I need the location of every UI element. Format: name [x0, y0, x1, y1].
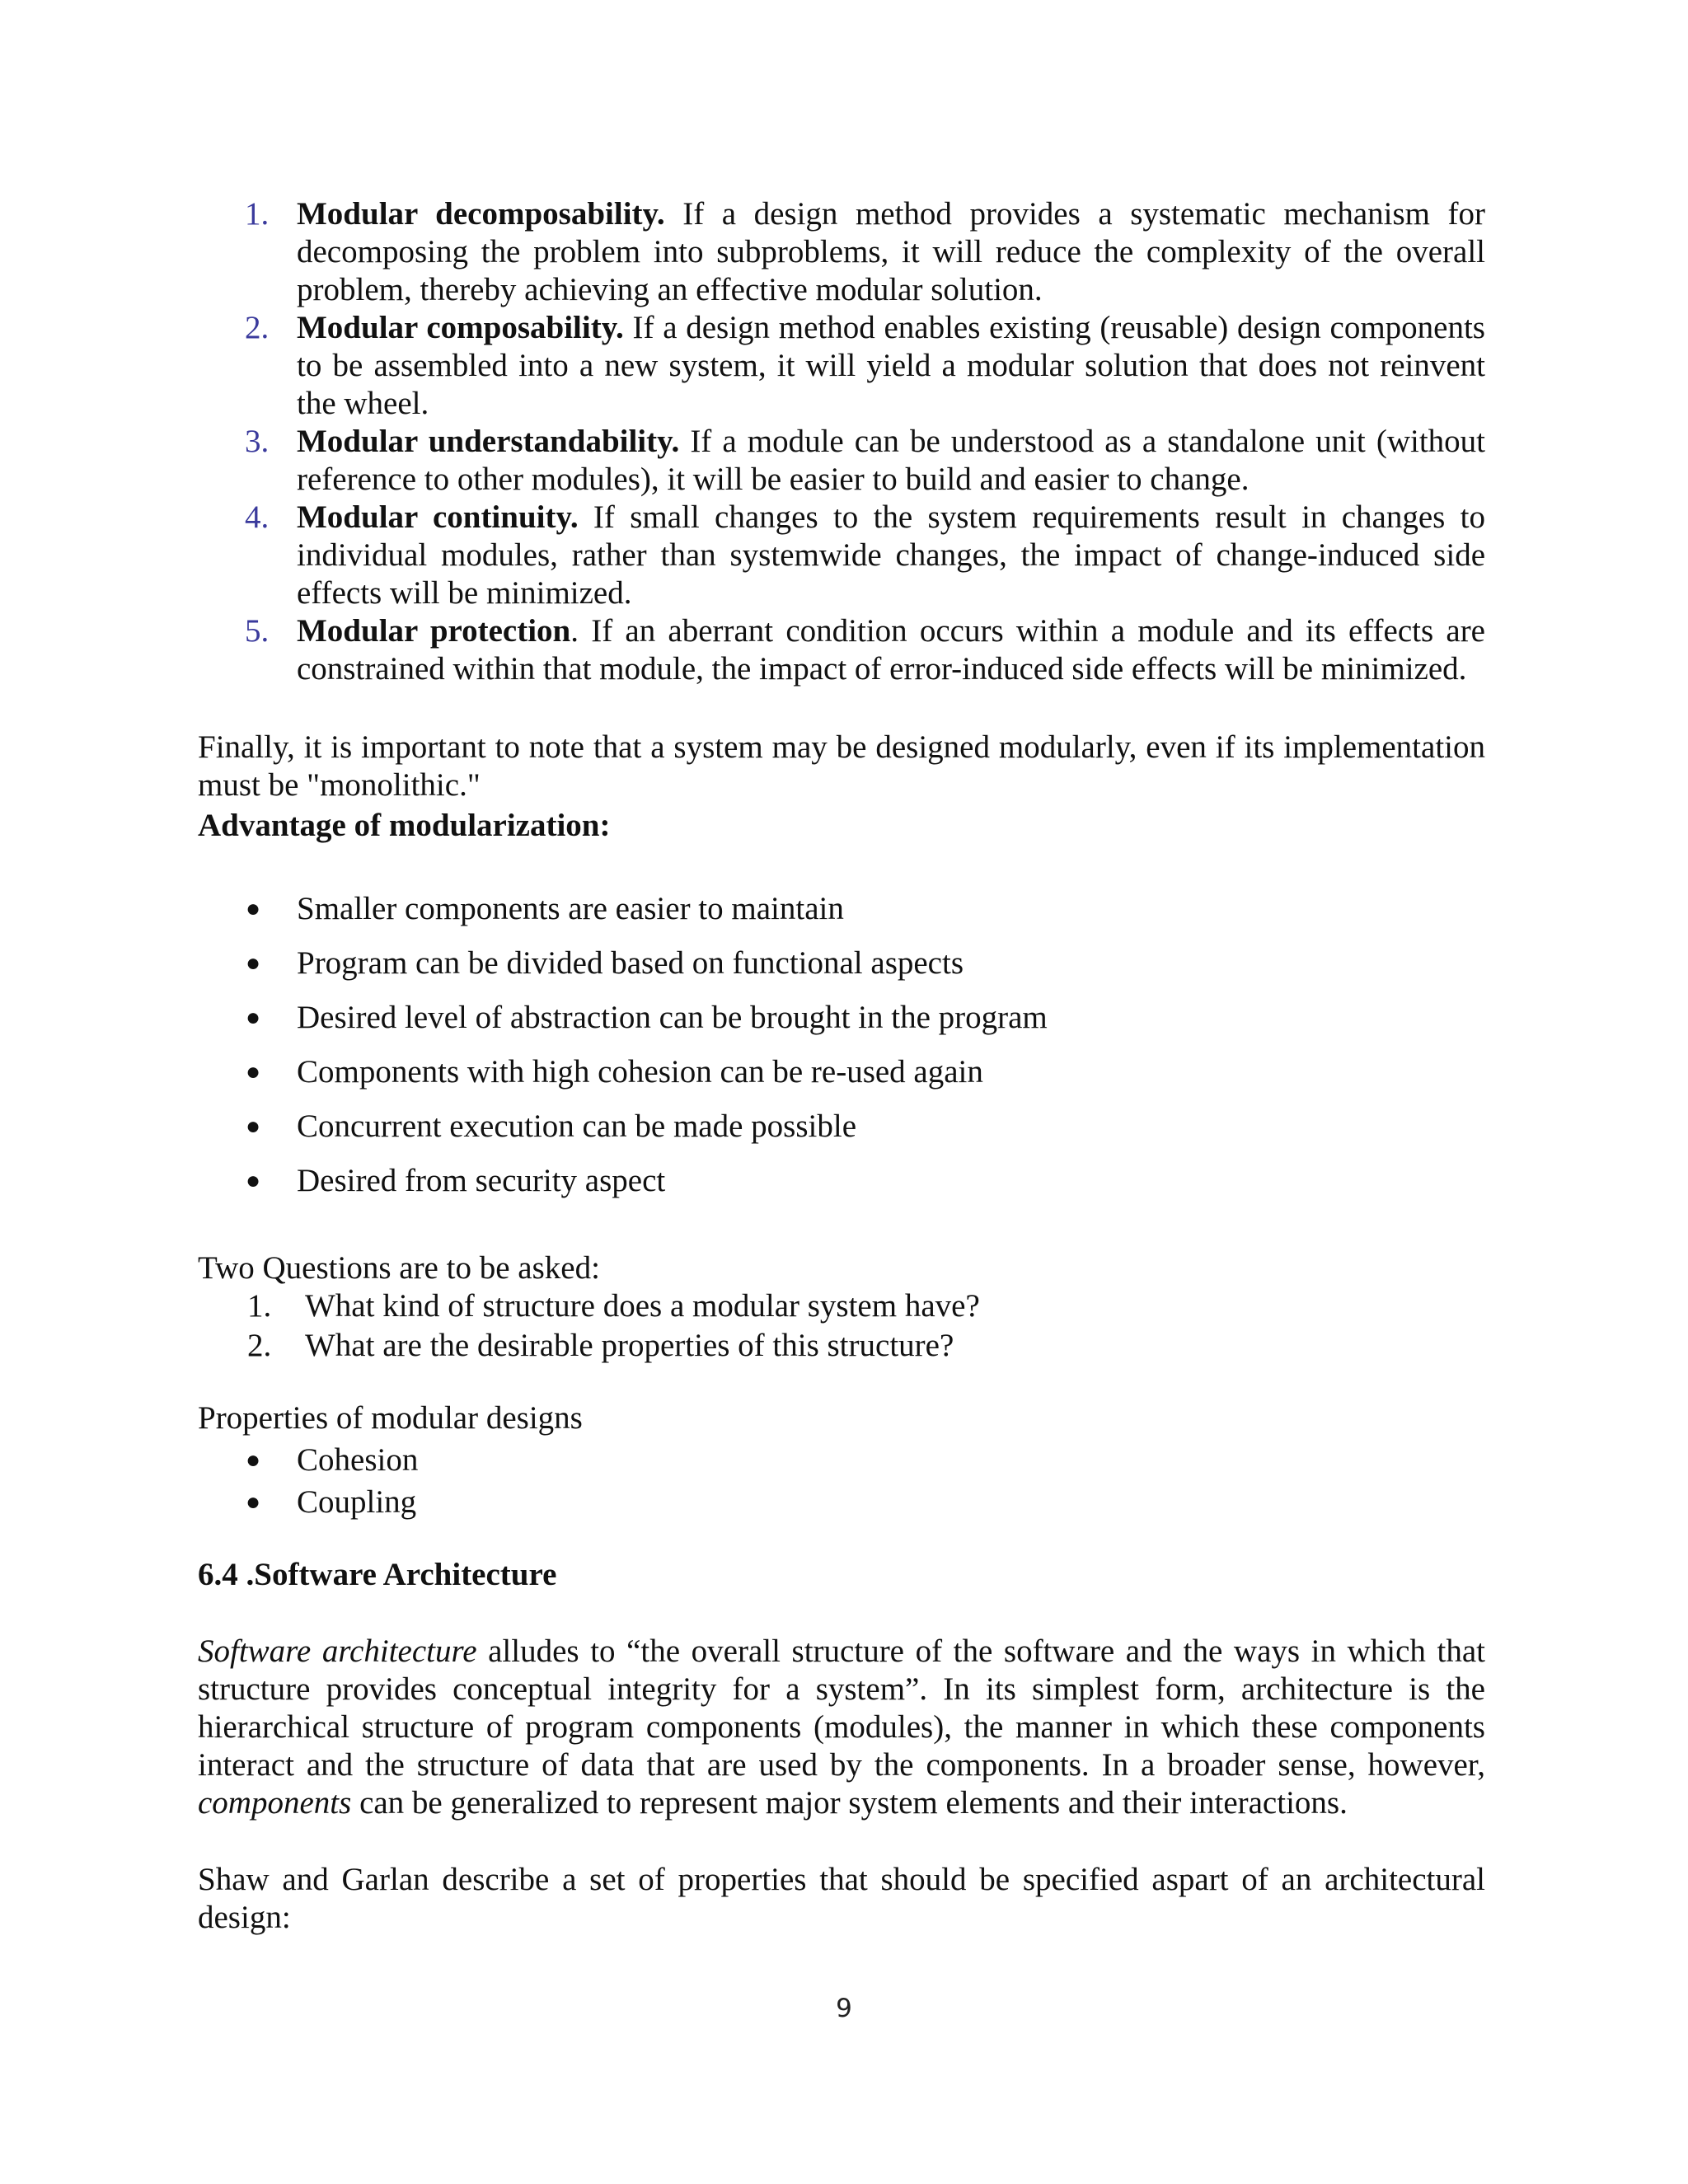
list-number: 2.: [245, 310, 270, 345]
list-item-body: If a design method enables existing (reusable) design components to be assembled into a new system, it will yield a modular solution that does not reinvent the wheel.: [297, 310, 1485, 421]
list-item: [198, 1327, 1485, 1366]
list-item-title: Modular decomposability.: [297, 196, 665, 232]
list-item-body: If a design method provides a systematic mechanism for decomposing the problem into subproblems, it will reduce the complexity of the overall problem, thereby achieving an effective modular solution.: [297, 196, 1486, 307]
questions-list: [198, 1287, 1485, 1366]
list-item-body: If a module can be understood as a standalone unit (without reference to other modules), it will be easier to build and easier to change.: [297, 424, 1485, 497]
list-item: [0, 195, 1688, 309]
list-item-title: Modular composability.: [297, 310, 624, 345]
list-item: [198, 1162, 1485, 1216]
paragraph-text: alludes to “the overall structure of the software and the ways in which that structure provides conceptual integrity for a system”. In its simplest form, architecture is the hierarchical structure of program components (modules), the manner in which these components interact and the structure of data that are used by the components. In a broader sense, however,: [198, 1633, 1485, 1783]
bullet-icon: ●: [246, 1446, 261, 1474]
properties-list: [198, 1441, 1485, 1526]
list-item-text: Cohesion: [297, 1442, 419, 1478]
list-item-text: Components with high cohesion can be re-used again: [297, 1054, 983, 1090]
list-item: [198, 1483, 1485, 1526]
list-item: [198, 1287, 1485, 1327]
list-item: [198, 944, 1485, 999]
list-number: 1.: [247, 1288, 272, 1324]
questions-intro: Two Questions are to be asked:: [198, 1250, 600, 1286]
bullet-icon: ●: [246, 1004, 261, 1031]
list-item-text: [297, 499, 1485, 612]
list-item: [0, 499, 1688, 612]
list-item: [0, 423, 1688, 499]
list-item: [0, 612, 1688, 688]
list-item-title: Modular continuity.: [297, 499, 579, 535]
bullet-icon: ●: [246, 949, 261, 977]
list-item: [198, 1441, 1485, 1483]
list-item: [198, 1108, 1485, 1162]
advantages-list: [198, 890, 1485, 1216]
list-item-text: Program can be divided based on functional aspects: [297, 945, 964, 981]
list-item-title: Modular understandability.: [297, 424, 680, 459]
advantage-heading: Advantage of modularization:: [198, 808, 611, 843]
list-item-text: Desired from security aspect: [297, 1163, 666, 1198]
list-item-text: Concurrent execution can be made possible: [297, 1108, 857, 1144]
list-item: [198, 999, 1485, 1053]
list-item-text: Coupling: [297, 1484, 417, 1520]
shaw-garlan-paragraph: Shaw and Garlan describe a set of properties that should be specified aspart of an architectural design:: [198, 1862, 1485, 1935]
list-item-text: [297, 195, 1485, 309]
list-number: 5.: [245, 613, 270, 649]
list-item-text: [297, 309, 1485, 423]
modular-criteria-list: [0, 195, 1688, 688]
bullet-icon: ●: [246, 1167, 261, 1194]
list-number: 2.: [247, 1328, 272, 1363]
finally-paragraph: Finally, it is important to note that a system may be designed modularly, even if its implementation must be "monolithic.": [198, 729, 1485, 803]
list-item-text: Smaller components are easier to maintain: [297, 891, 844, 926]
bullet-icon: ●: [246, 1113, 261, 1140]
list-number: 4.: [245, 499, 270, 535]
list-item-body: If small changes to the system requirements result in changes to individual modules, rather than systemwide changes, the impact of change-induced side effects will be minimized.: [297, 499, 1486, 611]
bullet-icon: ●: [246, 1488, 261, 1516]
list-item-text: [297, 612, 1485, 688]
paragraph-text: can be generalized to represent major system elements and their interactions.: [351, 1785, 1348, 1821]
list-item-text: [297, 423, 1485, 499]
architecture-paragraph: [198, 1633, 1485, 1822]
list-number: 3.: [245, 424, 270, 459]
section-heading: 6.4 .Software Architecture: [198, 1557, 557, 1592]
list-item-text: What are the desirable properties of this structure?: [305, 1328, 954, 1363]
properties-intro: Properties of modular designs: [198, 1400, 583, 1436]
list-item-body: . If an aberrant condition occurs within a module and its effects are constrained within that module, the impact of error-induced side effects will be minimized.: [297, 613, 1485, 687]
bullet-icon: ●: [246, 1058, 261, 1085]
list-item: [198, 1053, 1485, 1108]
list-number: 1.: [245, 196, 270, 232]
page-number: 9: [836, 1994, 852, 2023]
list-item-text: What kind of structure does a modular system have?: [305, 1288, 980, 1324]
list-item: [198, 890, 1485, 944]
list-item: [0, 309, 1688, 423]
term-software-architecture: Software architecture: [198, 1633, 477, 1669]
bullet-icon: ●: [246, 895, 261, 922]
list-item-title: Modular protection: [297, 613, 571, 649]
term-components: components: [198, 1785, 352, 1821]
list-item-text: Desired level of abstraction can be brought in the program: [297, 1000, 1048, 1035]
